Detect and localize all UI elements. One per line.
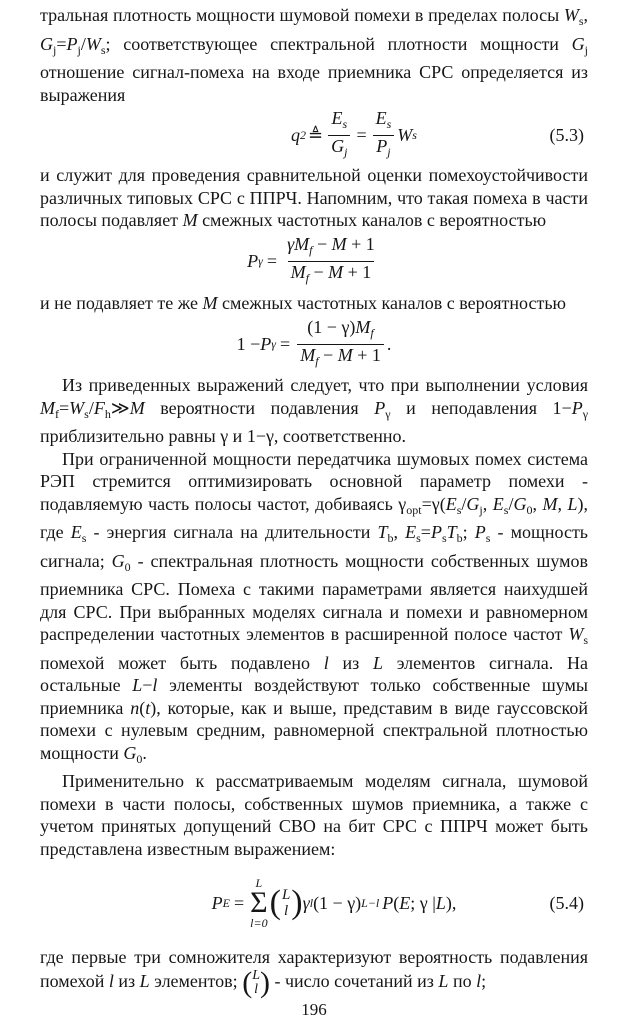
paragraph-3: и не подавляет те же M смежных частотных каналов с вероятностью — [40, 292, 588, 315]
binomial-coefficient: ( L l ) — [242, 969, 270, 997]
equation-number-5-4: (5.4) — [550, 892, 585, 915]
equation-5-4 — [40, 860, 588, 946]
equation-5-4-formula: P E = L Σ l=0 ( L l ) γ l (1 − γ) L−l P ( E ; γ | L ), — [212, 877, 457, 929]
paragraph-2: и служит для проведения сравнительной оценки помехоустойчивости различных типовых СРС с ППРЧ. Напомним, что такая помеха в части полосы подавляет M смежных частотных каналов с вероятностью — [40, 164, 588, 232]
paragraph-4: Из приведенных выражений следует, что при выполнении условия $M_f=W_s/F_h≫M$ вероятности подавления $P_\gamma$ и неподавления $1-P_\gamma$ приблизительно равны γ и 1−γ, соответственно. — [40, 374, 588, 448]
paragraph-5: При ограниченной мощности передатчика шумовых помех система РЭП стремится оптимизировать основной параметр помехи - подавляемую часть полосы частот, добиваясь $\gamma_{opt}=\gamma(E_s/G_j$, $E_s/G_0$, M, L), где $E_s$ - энергия сигнала на длительности $T_b$, $E_s=P_sT_b$; $P_s$ - мощность сигнала; $G_0$ - спектральная плотность мощности собственных шумов приемника СРС. Помеха с такими параметрами является наихудшей для СРС. При выбранных моделях сигнала и помехи и равномерном распределении частотных элементов в расширенной полосе частот $W_s$ помехой может быть подавлено l из L элементов сигнала. На остальные L−l элементы воздействуют только собственные шумы приемника n(t), которые, как и выше, представим в виде гауссовской помехи с нулевым средним, равномерной спектральной плотностью мощности $G_0$. — [40, 448, 588, 771]
equation-number-5-3: (5.3) — [550, 124, 585, 147]
equation-5-3 — [40, 106, 588, 164]
equation-5-3-formula: q 2 ≜ $\frac{E_s}{G_j}$ = $\frac{E_s}{P_j}$ W s — [291, 108, 417, 163]
paragraph-6: Применительно к рассматриваемым моделям сигнала, шумовой помехи в части полосы, собственных шумов приемника, а также с учетом принятых допущений СВО на бит СРС с ППРЧ может быть представлена известным выражением: — [40, 770, 588, 860]
paragraph-1: тральная плотность мощности шумовой помехи в пределах полосы $W_s$, $G_j=P_j/W_s$; соответствующее спектральной плотности мощности $G_j$ отношение сигнал-помеха на входе приемника СРС определяется из выражения — [40, 4, 588, 106]
equation-p-gamma-formula: P γ = $\frac{\gamma M_f - M + 1}{M_f - M + 1}$ — [247, 234, 381, 289]
paragraph-7: где первые три сомножителя характеризуют вероятность подавления помехой l из L элементов; ( L l ) - число сочетаний из L по l; — [40, 946, 588, 997]
equation-1-minus-p-gamma-formula: 1 − P γ = $\frac{(1 - \gamma)M_f}{M_f - M + 1}$ . — [237, 317, 392, 372]
page-number: 196 — [40, 999, 588, 1021]
equation-p-gamma — [40, 232, 588, 292]
equation-1-minus-p-gamma — [40, 314, 588, 374]
